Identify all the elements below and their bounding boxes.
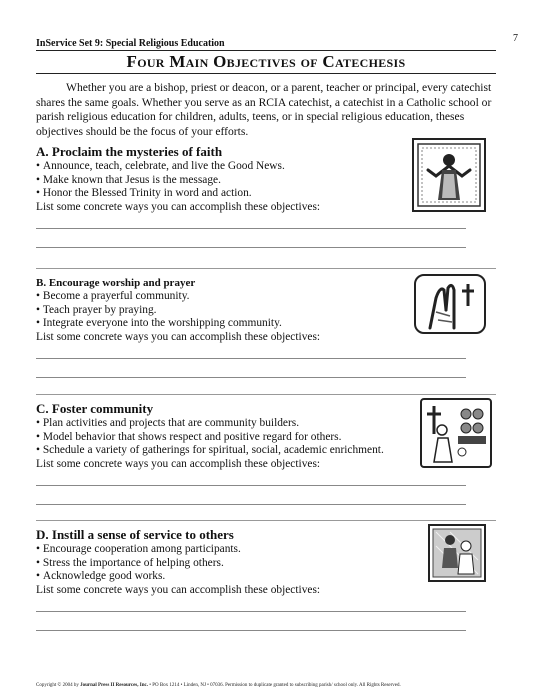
section-d-bullet: • Stress the importance of helping others. (36, 557, 496, 571)
answer-line (36, 504, 466, 505)
section-a-bullet: • Honor the Blessed Trinity in word and action. (36, 187, 496, 201)
intro-paragraph: Whether you are a bishop, priest or deacon, or a parent, teacher or principal, every catechist shares the same goals. Whether you serve as an RCIA catechist, a catechist in a Catholic school or parish religious education for children, adults, teens, or in special religious education, theses objectives should be the focus of your efforts. (36, 81, 492, 138)
answer-line (36, 611, 466, 612)
section-a-title: A. Proclaim the mysteries of faith (36, 144, 223, 159)
section-divider (36, 394, 496, 395)
section-c-title: C. Foster community (36, 401, 154, 416)
answer-line (36, 247, 466, 248)
answer-line (36, 485, 466, 486)
section-divider (36, 520, 496, 521)
answer-line (36, 630, 466, 631)
section-c-bullet: • Model behavior that shows respect and positive regard for others. (36, 431, 496, 445)
section-b-title: B. Encourage worship and prayer (36, 277, 196, 289)
section-d-prompt: List some concrete ways you can accomplish these objectives: (36, 583, 321, 596)
section-a-prompt: List some concrete ways you can accomplish these objectives: (36, 200, 321, 213)
section-b-prompt: List some concrete ways you can accomplish these objectives: (36, 330, 321, 343)
running-header: InService Set 9: Special Religious Education (36, 38, 496, 51)
section-b-bullet: • Teach prayer by praying. (36, 304, 496, 318)
section-b-bullet: • Become a prayerful community. (36, 290, 496, 304)
section-d-title: D. Instill a sense of service to others (36, 527, 234, 542)
praying-hands-icon (414, 274, 486, 334)
section-d-bullet: • Encourage cooperation among participants. (36, 543, 496, 557)
section-c-bullet: • Plan activities and projects that are community builders. (36, 417, 496, 431)
title-rule (36, 73, 496, 74)
section-a-bullet: • Make known that Jesus is the message. (36, 174, 496, 188)
section-b-bullet: • Integrate everyone into the worshipping community. (36, 317, 496, 331)
section-c-bullet: • Schedule a variety of gatherings for spiritual, social, academic enrichment. (36, 444, 496, 458)
section-a-bullet: • Announce, teach, celebrate, and live the Good News. (36, 160, 496, 174)
section-d (36, 527, 496, 631)
answer-line (36, 228, 466, 229)
page-title: Four Main Objectives of Catechesis (126, 52, 406, 71)
copyright-footer (36, 683, 496, 688)
priest-congregation-icon (420, 398, 492, 468)
page-number: 7 (513, 33, 518, 44)
section-d-bullets (36, 543, 496, 584)
section-divider (36, 268, 496, 269)
answer-line (36, 377, 466, 378)
footer-rest: • PO Box 1214 • Linden, NJ • 07036. Permission to duplicate granted to subscribing parish/ school only. All Rights Reserved. (147, 683, 401, 688)
section-d-bullet: • Acknowledge good works. (36, 570, 496, 584)
section-c-prompt: List some concrete ways you can accomplish these objectives: (36, 457, 321, 470)
footer-prefix: Copyright © 2004 by (36, 683, 81, 688)
helping-others-icon (428, 524, 486, 582)
answer-line (36, 358, 466, 359)
risen-christ-icon (412, 138, 486, 212)
footer-publisher: Journal Press II Resources, Inc. (80, 683, 148, 688)
